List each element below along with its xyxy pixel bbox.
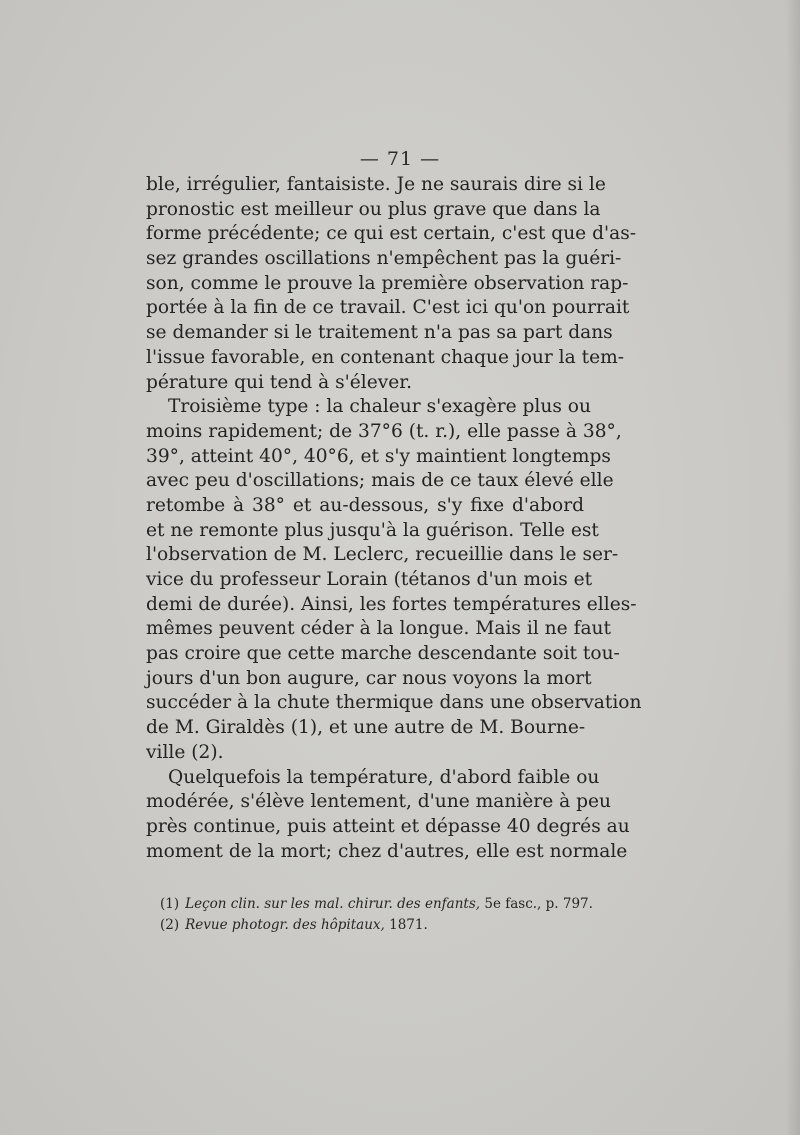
text-line: l'issue favorable, en contenant chaque jour la tem- bbox=[146, 346, 624, 368]
footnote-number: (1) bbox=[160, 896, 180, 912]
text-line: ble, irrégulier, fantaisiste. Je ne saurais dire si le bbox=[146, 174, 606, 195]
page-number: — 71 — bbox=[359, 148, 441, 170]
text-line: pérature qui tend à s'élever. bbox=[146, 371, 412, 393]
text-line: portée à la fin de ce travail. C'est ici qu'on pourrait bbox=[146, 297, 630, 319]
text-line: succéder à la chute thermique dans une observation bbox=[146, 692, 642, 714]
footnote-citation-title: Leçon clin. sur les mal. chirur. des enfants, bbox=[185, 896, 481, 912]
text-line: avec peu d'oscillations; mais de ce taux élevé elle bbox=[146, 470, 614, 492]
footnote bbox=[160, 894, 600, 915]
page-edge-shadow bbox=[786, 0, 800, 1135]
text-line: mêmes peuvent céder à la longue. Mais il ne faut bbox=[146, 618, 611, 640]
footnote-citation-title: Revue photogr. des hôpitaux, bbox=[185, 917, 385, 933]
text-line: moins rapidement; de 37°6 (t. r.), elle passe à 38°, bbox=[146, 420, 622, 442]
text-line: moment de la mort; chez d'autres, elle est normale bbox=[146, 840, 628, 862]
footnote-number: (2) bbox=[160, 917, 180, 933]
footnote-citation-detail: 5e fasc., p. 797. bbox=[480, 896, 593, 912]
paragraph bbox=[146, 395, 642, 765]
text-line: ville (2). bbox=[146, 741, 224, 763]
text-line: vice du professeur Lorain (tétanos d'un mois et bbox=[146, 569, 593, 590]
text-line: son, comme le prouve la première observation rap- bbox=[146, 272, 629, 294]
text-line: sez grandes oscillations n'empêchent pas la guéri- bbox=[146, 248, 622, 270]
text-line: et ne remonte plus jusqu'à la guérison. Telle est bbox=[146, 519, 599, 541]
footnote bbox=[160, 915, 600, 936]
text-line: Troisième type : la chaleur s'exagère plus ou bbox=[168, 396, 591, 418]
text-line: se demander si le traitement n'a pas sa part dans bbox=[146, 322, 613, 344]
text-line: demi de durée). Ainsi, les fortes températures elles- bbox=[146, 593, 637, 615]
text-line: jours d'un bon augure, car nous voyons la mort bbox=[146, 667, 592, 689]
text-line: de M. Giraldès (1), et une autre de M. Bourne- bbox=[146, 717, 586, 739]
text-line: modérée, s'élève lentement, d'une manière à peu bbox=[146, 791, 611, 813]
text-line: 39°, atteint 40°, 40°6, et s'y maintient longtemps bbox=[146, 445, 611, 467]
text-line: Quelquefois la température, d'abord faible ou bbox=[168, 766, 600, 788]
paragraph bbox=[146, 173, 637, 395]
text-line: forme précédente; ce qui est certain, c'est que d'as- bbox=[146, 223, 637, 245]
paragraph bbox=[146, 766, 630, 865]
text-line: retombe à 38° et au-dessous, s'y fixe d'abord bbox=[146, 494, 584, 516]
body-text bbox=[146, 173, 642, 864]
footnotes bbox=[160, 894, 600, 936]
footnote-citation-detail: 1871. bbox=[384, 917, 428, 933]
text-line: l'observation de M. Leclerc, recueillie dans le ser- bbox=[146, 544, 619, 566]
text-line: pronostic est meilleur ou plus grave que dans la bbox=[146, 198, 601, 220]
text-line: près continue, puis atteint et dépasse 40 degrés au bbox=[146, 815, 630, 837]
text-line: pas croire que cette marche descendante soit tou- bbox=[146, 643, 620, 665]
